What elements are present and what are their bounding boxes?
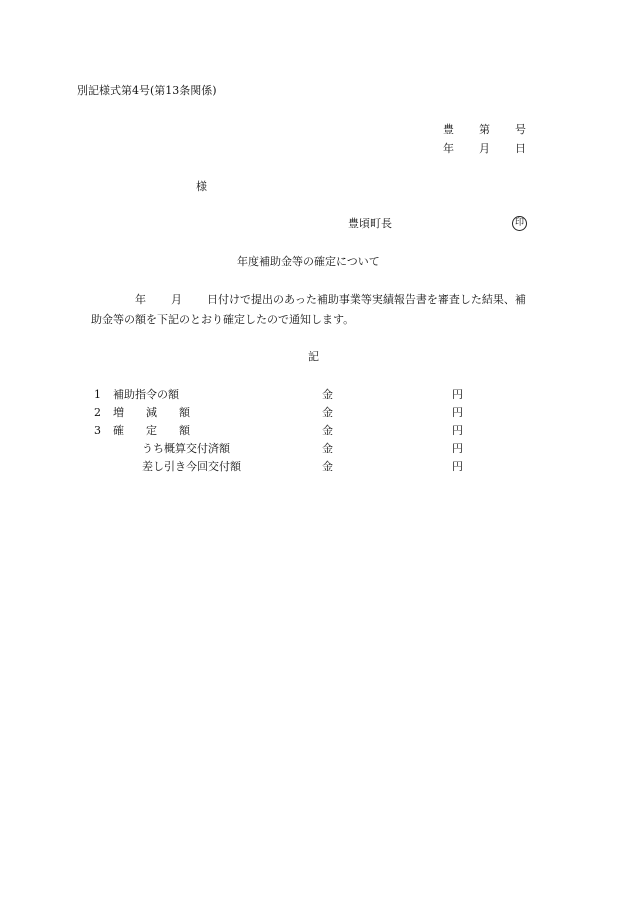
item-yen: 円 <box>452 460 463 473</box>
item-kin: 金 <box>322 442 333 455</box>
item-yen: 円 <box>452 424 463 437</box>
item-num: 3 <box>94 424 101 437</box>
item-yen: 円 <box>452 442 463 455</box>
body-year: 年 <box>135 293 146 306</box>
form-label: 別記様式第4号(第13条関係) <box>77 84 217 97</box>
item-yen: 円 <box>452 388 463 401</box>
body-text-line2: 助金等の額を下記のとおり確定したので通知します。 <box>91 313 355 326</box>
item-num: 1 <box>94 388 101 401</box>
sender: 豊頃町長 <box>348 217 392 230</box>
addressee-suffix: 様 <box>196 180 207 193</box>
ki-heading: 記 <box>308 350 319 363</box>
seal-icon: 印 <box>512 216 527 231</box>
item-label: 補助指令の額 <box>113 388 179 401</box>
doc-no-dai: 第 <box>479 123 490 136</box>
item-kin: 金 <box>322 424 333 437</box>
item-kin: 金 <box>322 388 333 401</box>
date-day: 日 <box>515 142 526 155</box>
date-month: 月 <box>479 142 490 155</box>
item-label: 差し引き今回交付額 <box>142 460 241 473</box>
item-label: うち概算交付済額 <box>142 442 230 455</box>
item-label: 確 定 額 <box>113 424 190 437</box>
body-text-line1: 日付けで提出のあった補助事業等実績報告書を審査した結果、補 <box>207 293 526 306</box>
date-year: 年 <box>443 142 454 155</box>
item-kin: 金 <box>322 406 333 419</box>
item-kin: 金 <box>322 460 333 473</box>
item-num: 2 <box>94 406 101 419</box>
item-yen: 円 <box>452 406 463 419</box>
item-label: 増 減 額 <box>113 406 190 419</box>
document-title: 年度補助金等の確定について <box>237 255 380 268</box>
doc-no-go: 号 <box>515 123 526 136</box>
doc-no-prefix: 豊 <box>443 123 454 136</box>
body-month: 月 <box>171 293 182 306</box>
